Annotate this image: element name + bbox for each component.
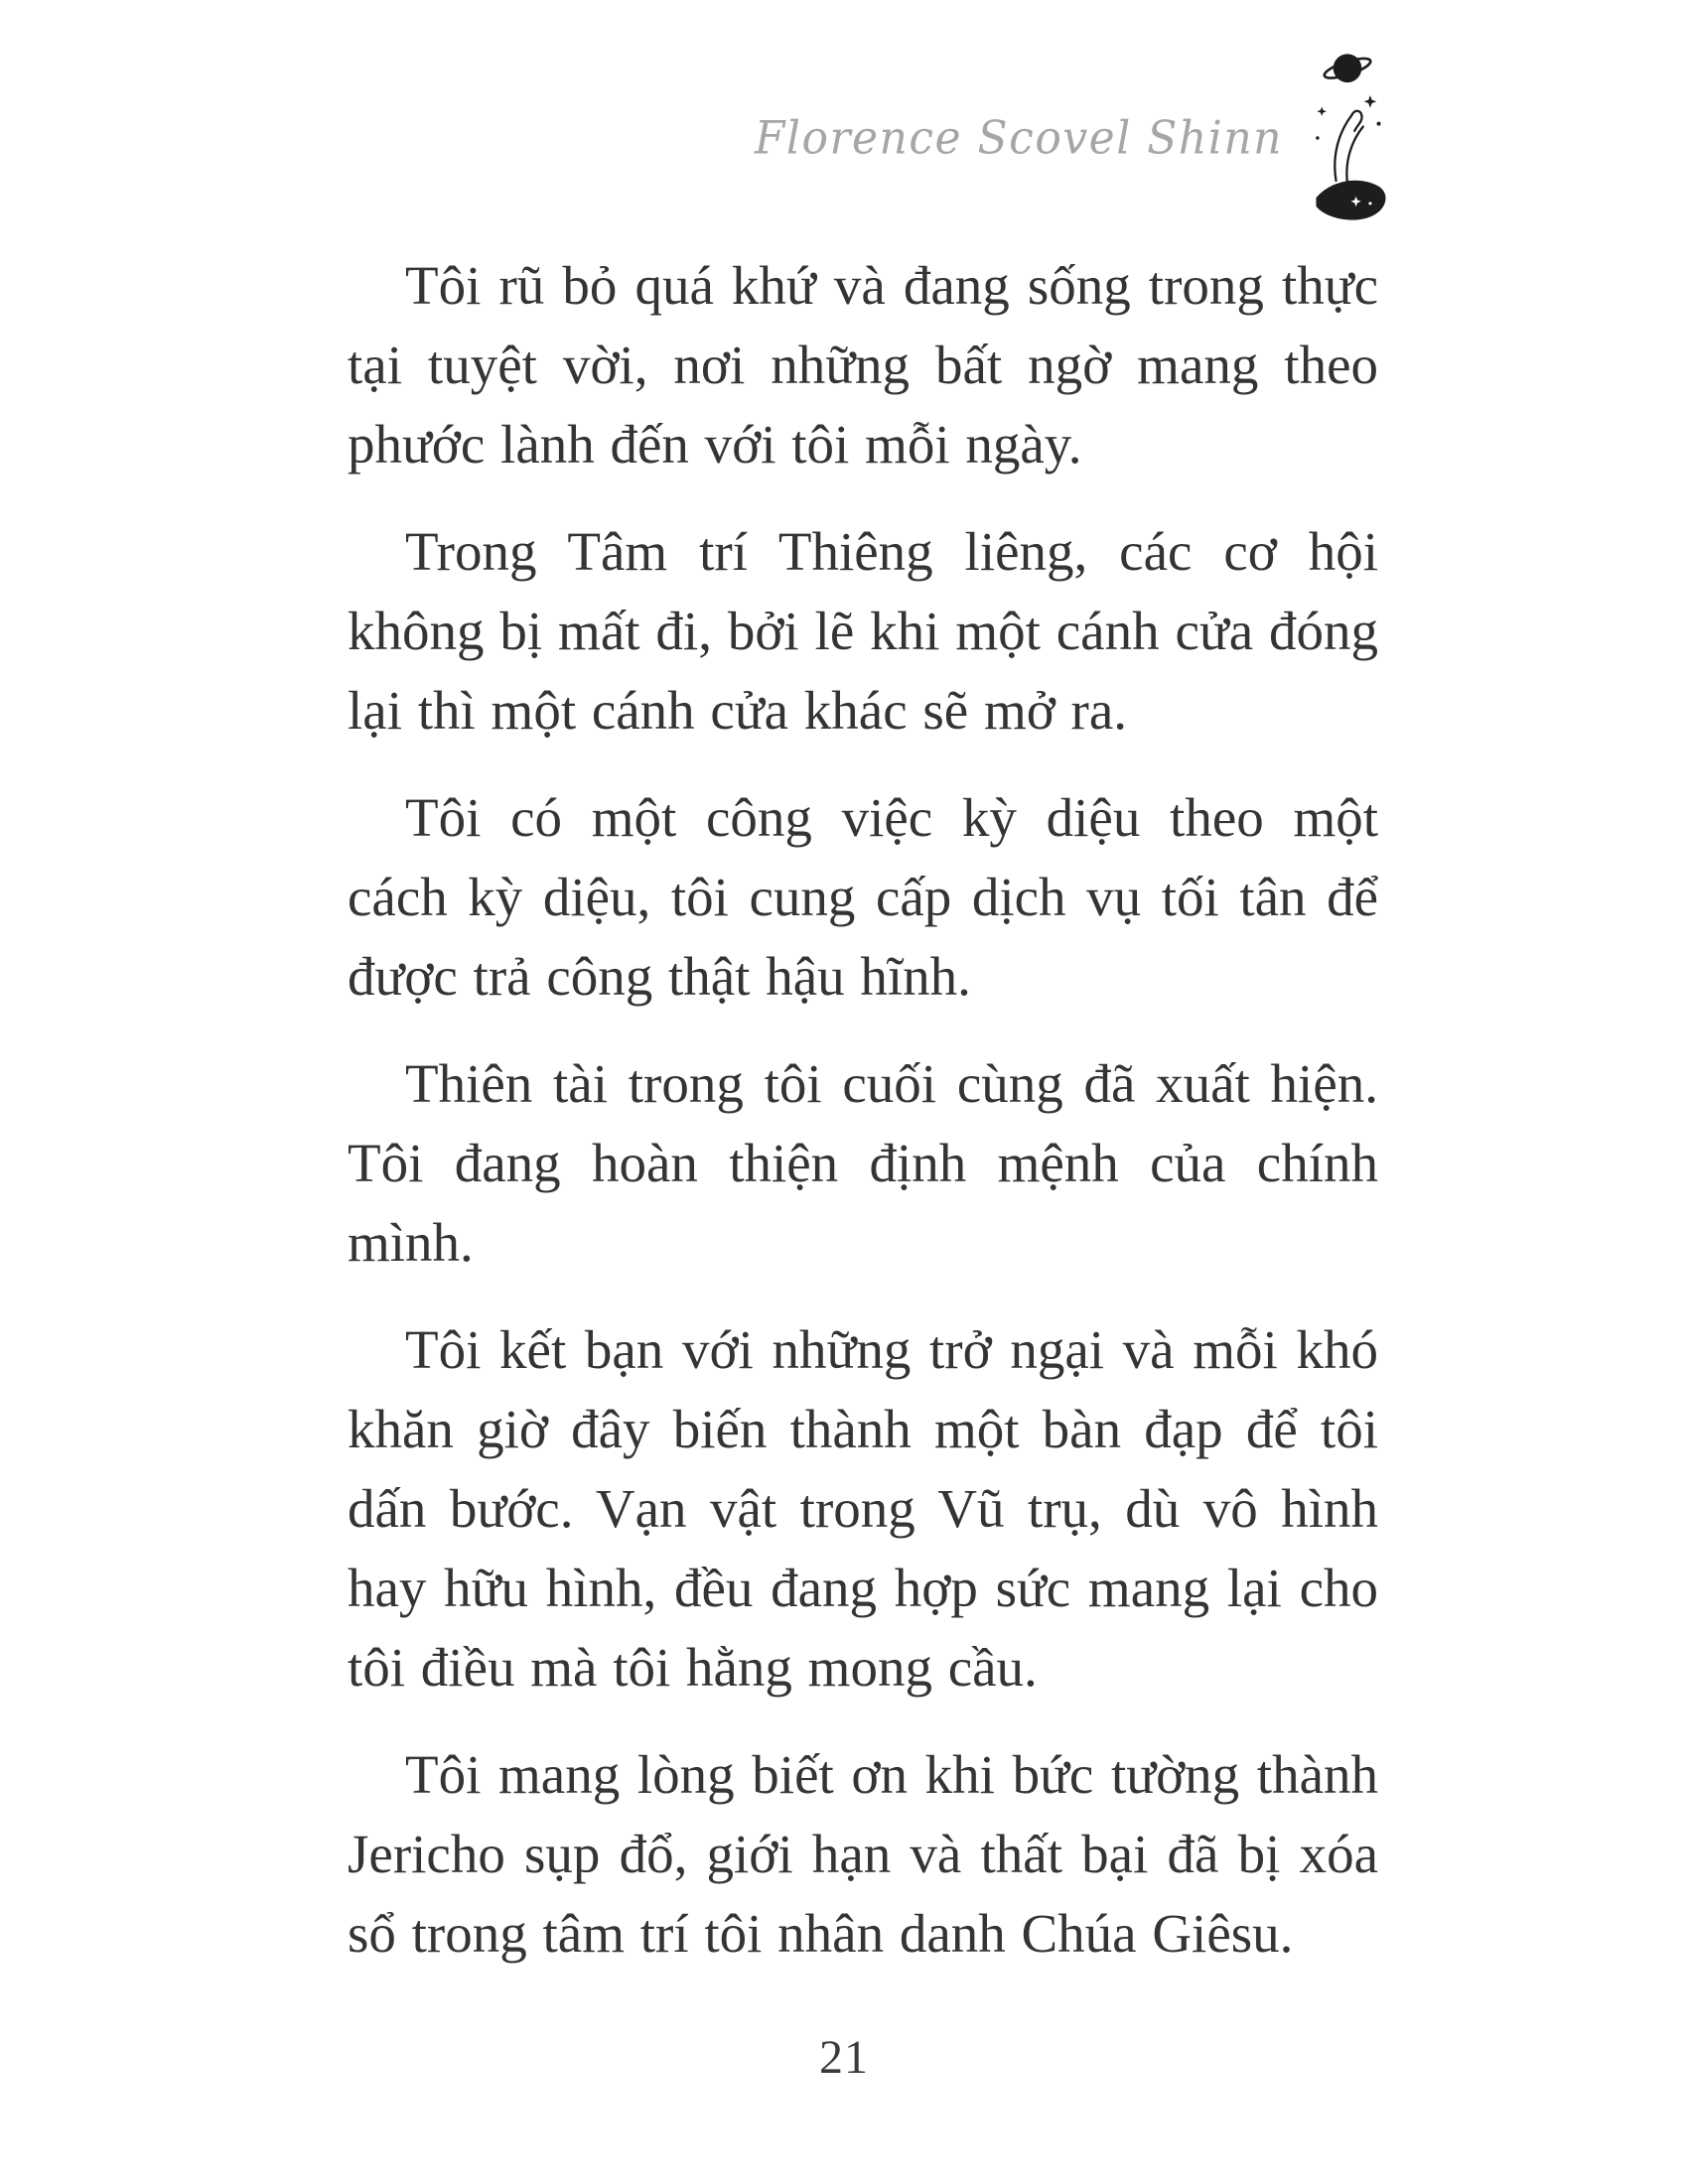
- cosmic-blob-icon: [1316, 181, 1385, 220]
- author-name: Florence Scovel Shinn: [754, 111, 1283, 165]
- planet-hand-illustration: [1305, 50, 1390, 226]
- page-content: [348, 246, 1378, 2001]
- page-number: 21: [819, 2031, 869, 2084]
- page-footer: [0, 2030, 1688, 2085]
- body-paragraph: Tôi kết bạn với những trở ngại và mỗi khó khăn giờ đây biến thành một bàn đạp để tôi dấn bước. Vạn vật trong Vũ trụ, dù vô hình hay hữu hình, đều đang hợp sức mang lại cho tôi điều mà tôi hằng mong cầu.: [348, 1319, 1378, 1698]
- body-paragraph: Tôi mang lòng biết ơn khi bức tường thành Jericho sụp đổ, giới hạn và thất bại đã bị xóa sổ trong tâm trí tôi nhân danh Chúa Giêsu.: [348, 1744, 1378, 1964]
- hand-icon: [1335, 111, 1362, 184]
- saturn-icon: [1323, 54, 1372, 82]
- body-paragraph: Tôi rũ bỏ quá khứ và đang sống trong thực tại tuyệt vời, nơi những bất ngờ mang theo phước lành đến với tôi mỗi ngày.: [348, 255, 1378, 475]
- body-paragraph: Tôi có một công việc kỳ diệu theo một cách kỳ diệu, tôi cung cấp dịch vụ tối tân để được trả công thật hậu hĩnh.: [348, 787, 1378, 1007]
- body-paragraph: Thiên tài trong tôi cuối cùng đã xuất hiện. Tôi đang hoàn thiện định mệnh của chính mình.: [348, 1053, 1378, 1273]
- body-paragraph: Trong Tâm trí Thiêng liêng, các cơ hội không bị mất đi, bởi lẽ khi một cánh cửa đóng lại thì một cánh cửa khác sẽ mở ra.: [348, 521, 1378, 741]
- page-header: [755, 50, 1390, 226]
- sparkle-icon: [1316, 95, 1380, 140]
